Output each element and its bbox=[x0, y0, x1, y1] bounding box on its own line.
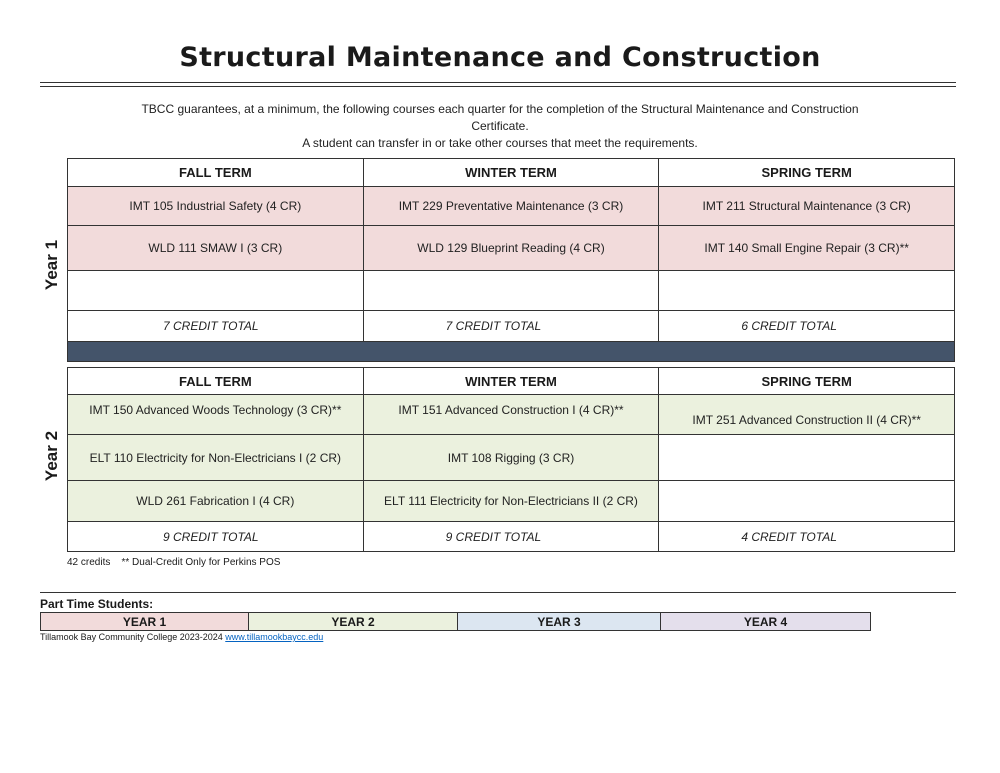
course-cell: IMT 150 Advanced Woods Technology (3 CR)** bbox=[68, 395, 364, 435]
table-row bbox=[68, 271, 955, 311]
course-cell: WLD 129 Blueprint Reading (4 CR) bbox=[363, 226, 659, 271]
course-cell: ELT 111 Electricity for Non-Electricians II (2 CR) bbox=[363, 481, 659, 522]
course-cell: IMT 108 Rigging (3 CR) bbox=[363, 435, 659, 481]
page-title: Structural Maintenance and Construction bbox=[179, 42, 821, 73]
year-2-label: Year 2 bbox=[42, 430, 61, 482]
table-row bbox=[68, 481, 955, 522]
intro-text bbox=[140, 101, 860, 152]
credit-total: 9 CREDIT TOTAL bbox=[363, 522, 659, 552]
title-rule-top bbox=[40, 82, 956, 83]
credit-total: 6 CREDIT TOTAL bbox=[659, 311, 955, 342]
part-time-years-row bbox=[41, 613, 871, 631]
footer-text: Tillamook Bay Community College 2023-2024 bbox=[40, 632, 226, 642]
footer bbox=[40, 632, 323, 642]
year-2-table bbox=[67, 367, 955, 552]
year-2-header-row bbox=[68, 368, 955, 395]
year-1-total-row bbox=[68, 311, 955, 342]
part-time-title: Part Time Students: bbox=[40, 597, 154, 611]
year-2-total-row bbox=[68, 522, 955, 552]
website-link[interactable]: www.tillamookbaycc.edu bbox=[225, 632, 324, 642]
part-time-year-4: YEAR 4 bbox=[661, 613, 871, 631]
course-cell: IMT 105 Industrial Safety (4 CR) bbox=[68, 187, 364, 226]
course-cell: IMT 140 Small Engine Repair (3 CR)** bbox=[659, 226, 955, 271]
course-cell: ELT 110 Electricity for Non-Electricians I (2 CR) bbox=[68, 435, 364, 481]
year-1-table bbox=[67, 158, 955, 342]
year-1-header-winter: WINTER TERM bbox=[363, 159, 659, 187]
course-cell: WLD 111 SMAW I (3 CR) bbox=[68, 226, 364, 271]
intro-line-2: A student can transfer in or take other courses that meet the requirements. bbox=[302, 136, 698, 150]
course-cell: WLD 261 Fabrication I (4 CR) bbox=[68, 481, 364, 522]
table-row bbox=[68, 187, 955, 226]
year-1-header-spring: SPRING TERM bbox=[659, 159, 955, 187]
part-time-year-3: YEAR 3 bbox=[458, 613, 661, 631]
credit-total: 7 CREDIT TOTAL bbox=[68, 311, 364, 342]
course-cell: IMT 151 Advanced Construction I (4 CR)** bbox=[363, 395, 659, 435]
year-divider-bar bbox=[67, 341, 955, 362]
course-cell: IMT 229 Preventative Maintenance (3 CR) bbox=[363, 187, 659, 226]
year-1-header-row bbox=[68, 159, 955, 187]
credit-total: 7 CREDIT TOTAL bbox=[363, 311, 659, 342]
course-cell-empty bbox=[659, 481, 955, 522]
table-row bbox=[68, 226, 955, 271]
year-1-header-fall: FALL TERM bbox=[68, 159, 364, 187]
year-2-header-winter: WINTER TERM bbox=[363, 368, 659, 395]
credit-total: 4 CREDIT TOTAL bbox=[659, 522, 955, 552]
credits-footnote: 42 credits ** Dual-Credit Only for Perkins POS bbox=[67, 557, 281, 568]
part-time-year-2: YEAR 2 bbox=[249, 613, 458, 631]
part-time-rule bbox=[40, 592, 956, 593]
intro-line-1: TBCC guarantees, at a minimum, the following courses each quarter for the completion of the Structural Maintenance and Construction Certificate. bbox=[141, 102, 859, 133]
year-2-header-spring: SPRING TERM bbox=[659, 368, 955, 395]
course-cell: IMT 251 Advanced Construction II (4 CR)** bbox=[659, 395, 955, 435]
table-row bbox=[68, 395, 955, 435]
year-1-label: Year 1 bbox=[42, 239, 61, 291]
part-time-year-1: YEAR 1 bbox=[41, 613, 249, 631]
course-cell: IMT 211 Structural Maintenance (3 CR) bbox=[659, 187, 955, 226]
course-cell-empty bbox=[659, 271, 955, 311]
course-cell-empty bbox=[363, 271, 659, 311]
course-cell-empty bbox=[68, 271, 364, 311]
part-time-years-table bbox=[40, 612, 871, 631]
table-row bbox=[68, 435, 955, 481]
title-rule-bottom bbox=[40, 86, 956, 87]
credit-total: 9 CREDIT TOTAL bbox=[68, 522, 364, 552]
year-2-header-fall: FALL TERM bbox=[68, 368, 364, 395]
course-cell-empty bbox=[659, 435, 955, 481]
